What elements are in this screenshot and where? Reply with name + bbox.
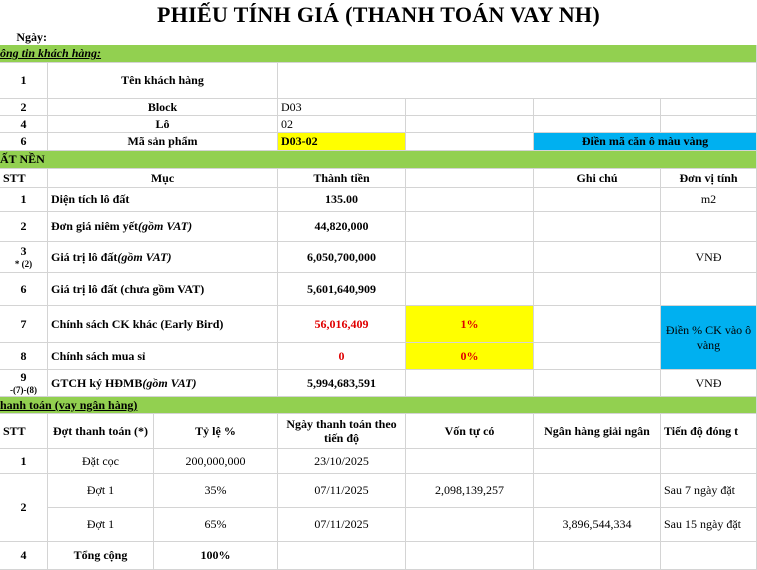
section1-header: ông tin khách hàng: <box>0 45 757 63</box>
info-value[interactable]: D03 <box>278 99 406 116</box>
col-progress[interactable]: Tiến độ đóng t <box>661 414 757 449</box>
col-amount[interactable]: Thành tiền <box>278 169 406 188</box>
pay-no[interactable]: 4 <box>0 542 48 570</box>
row-no[interactable] <box>0 370 48 397</box>
row-no-formula: -(7)-(8) <box>10 384 37 395</box>
pay-date[interactable]: 23/10/2025 <box>278 449 406 474</box>
bulk-amount[interactable]: 0 <box>278 343 406 370</box>
pay-bank[interactable] <box>534 542 661 570</box>
empty-cell[interactable] <box>406 212 534 242</box>
col-stt[interactable]: STT <box>0 414 48 449</box>
item-text: Chính sách CK khác (Early Bird) <box>51 316 224 331</box>
section3-header: hanh toán (vay ngân hàng) <box>0 397 757 414</box>
pay-phase[interactable]: Tổng cộng <box>48 542 154 570</box>
product-code-input[interactable]: D03-02 <box>278 133 406 151</box>
empty-cell[interactable] <box>406 169 534 188</box>
empty-cell[interactable] <box>661 273 757 306</box>
row-unit[interactable]: VNĐ <box>661 370 757 397</box>
empty-cell[interactable] <box>534 116 661 133</box>
pay-bank[interactable] <box>534 449 661 474</box>
row-no-main: 9 <box>20 370 27 385</box>
empty-cell[interactable] <box>406 188 534 212</box>
item-text: Giá trị lô đất <box>51 249 118 264</box>
row-no[interactable]: 8 <box>0 343 48 370</box>
empty-cell[interactable] <box>534 273 661 306</box>
pay-date[interactable] <box>278 542 406 570</box>
pay-own[interactable] <box>406 508 534 542</box>
item-suffix: (gồm VAT) <box>142 375 197 390</box>
row-no[interactable]: 7 <box>0 306 48 343</box>
info-label[interactable]: Lô <box>48 116 278 133</box>
pay-date[interactable]: 07/11/2025 <box>278 474 406 508</box>
row-unit[interactable]: VNĐ <box>661 242 757 273</box>
date-label: Ngày: <box>16 30 47 45</box>
info-no[interactable]: 4 <box>0 116 48 133</box>
col-pay-date[interactable]: Ngày thanh toán theo tiến độ <box>278 414 406 449</box>
row-no[interactable] <box>0 242 48 273</box>
row-amount[interactable]: 6,050,700,000 <box>278 242 406 273</box>
early-bird-amount[interactable]: 56,016,409 <box>278 306 406 343</box>
item-text: Chính sách mua sỉ <box>51 348 146 363</box>
empty-cell[interactable] <box>534 188 661 212</box>
row-no[interactable]: 1 <box>0 188 48 212</box>
col-rate[interactable]: Tỷ lệ % <box>154 414 278 449</box>
info-no[interactable]: 6 <box>0 133 48 151</box>
row-item[interactable] <box>48 343 278 370</box>
pay-bank[interactable] <box>534 474 661 508</box>
sheet-title: PHIẾU TÍNH GIÁ (THANH TOÁN VAY NH) <box>157 1 600 27</box>
pay-no[interactable]: 1 <box>0 449 48 474</box>
col-unit[interactable]: Đơn vị tính <box>661 169 757 188</box>
item-text: GTCH ký HĐMB <box>51 375 143 390</box>
pay-rate[interactable]: 200,000,000 <box>154 449 278 474</box>
discount-hint: Điền % CK vào ô vàng <box>661 306 757 370</box>
item-suffix: (gồm VAT) <box>137 219 193 234</box>
pay-no[interactable]: 2 <box>0 474 48 542</box>
pay-progress[interactable]: Sau 15 ngày đặt <box>661 508 757 542</box>
item-text: Đơn giá niêm yết <box>51 219 138 234</box>
early-bird-percent-input[interactable]: 1% <box>406 306 534 343</box>
empty-cell[interactable] <box>534 370 661 397</box>
empty-cell[interactable] <box>661 99 757 116</box>
info-label[interactable]: Tên khách hàng <box>48 63 278 99</box>
col-stt[interactable]: STT <box>0 169 48 188</box>
pay-phase[interactable]: Đặt cọc <box>48 449 154 474</box>
pay-rate[interactable]: 100% <box>154 542 278 570</box>
col-phase[interactable]: Đợt thanh toán (*) <box>48 414 154 449</box>
empty-cell[interactable] <box>534 343 661 370</box>
pay-bank[interactable]: 3,896,544,334 <box>534 508 661 542</box>
empty-cell[interactable] <box>534 242 661 273</box>
pay-progress[interactable] <box>661 542 757 570</box>
empty-cell[interactable] <box>534 99 661 116</box>
pay-phase[interactable]: Đợt 1 <box>48 474 154 508</box>
pay-progress[interactable]: Sau 7 ngày đặt <box>661 474 757 508</box>
info-no[interactable]: 2 <box>0 99 48 116</box>
item-text: Giá trị lô đất (chưa gồm VAT) <box>51 281 205 296</box>
item-text: Diện tích lô đất <box>51 192 130 207</box>
empty-cell[interactable] <box>534 306 661 343</box>
row-unit[interactable]: m2 <box>661 188 757 212</box>
empty-cell[interactable] <box>406 133 534 151</box>
row-item[interactable] <box>48 212 278 242</box>
pay-phase[interactable]: Đợt 1 <box>48 508 154 542</box>
col-bank-disbursement[interactable]: Ngân hàng giải ngân <box>534 414 661 449</box>
row-item[interactable] <box>48 188 278 212</box>
empty-cell[interactable] <box>661 212 757 242</box>
pay-own[interactable]: 2,098,139,257 <box>406 474 534 508</box>
pay-rate[interactable]: 35% <box>154 474 278 508</box>
row-no[interactable]: 2 <box>0 212 48 242</box>
row-amount[interactable]: 5,994,683,591 <box>278 370 406 397</box>
pay-own[interactable] <box>406 542 534 570</box>
bulk-percent-input[interactable]: 0% <box>406 343 534 370</box>
info-label[interactable]: Block <box>48 99 278 116</box>
empty-cell[interactable] <box>406 242 534 273</box>
info-value[interactable] <box>278 63 757 99</box>
col-item[interactable]: Mục <box>48 169 278 188</box>
row-no-formula: * (2) <box>14 258 33 269</box>
row-item[interactable] <box>48 306 278 343</box>
info-value[interactable]: 02 <box>278 116 406 133</box>
row-amount[interactable]: 5,601,640,909 <box>278 273 406 306</box>
item-suffix: (gồm VAT) <box>117 249 172 264</box>
empty-cell[interactable] <box>406 116 534 133</box>
row-no[interactable]: 6 <box>0 273 48 306</box>
col-note[interactable]: Ghi chú <box>534 169 661 188</box>
empty-cell[interactable] <box>406 99 534 116</box>
section2-header: ẤT NỀN <box>0 151 757 169</box>
pay-progress[interactable] <box>661 449 757 474</box>
empty-cell[interactable] <box>406 273 534 306</box>
pay-own[interactable] <box>406 449 534 474</box>
empty-cell[interactable] <box>534 212 661 242</box>
empty-cell[interactable] <box>661 116 757 133</box>
row-item[interactable] <box>48 273 278 306</box>
pay-date[interactable]: 07/11/2025 <box>278 508 406 542</box>
row-amount[interactable]: 135.00 <box>278 188 406 212</box>
info-no[interactable]: 1 <box>0 63 48 99</box>
row-no-main: 3 <box>20 244 27 259</box>
row-item[interactable] <box>48 370 278 397</box>
info-label[interactable]: Mã sản phẩm <box>48 133 278 151</box>
row-item[interactable] <box>48 242 278 273</box>
product-code-hint: Điền mã căn ô màu vàng <box>534 133 757 151</box>
pay-rate[interactable]: 65% <box>154 508 278 542</box>
empty-cell[interactable] <box>406 370 534 397</box>
col-own-funds[interactable]: Vốn tự có <box>406 414 534 449</box>
row-amount[interactable]: 44,820,000 <box>278 212 406 242</box>
